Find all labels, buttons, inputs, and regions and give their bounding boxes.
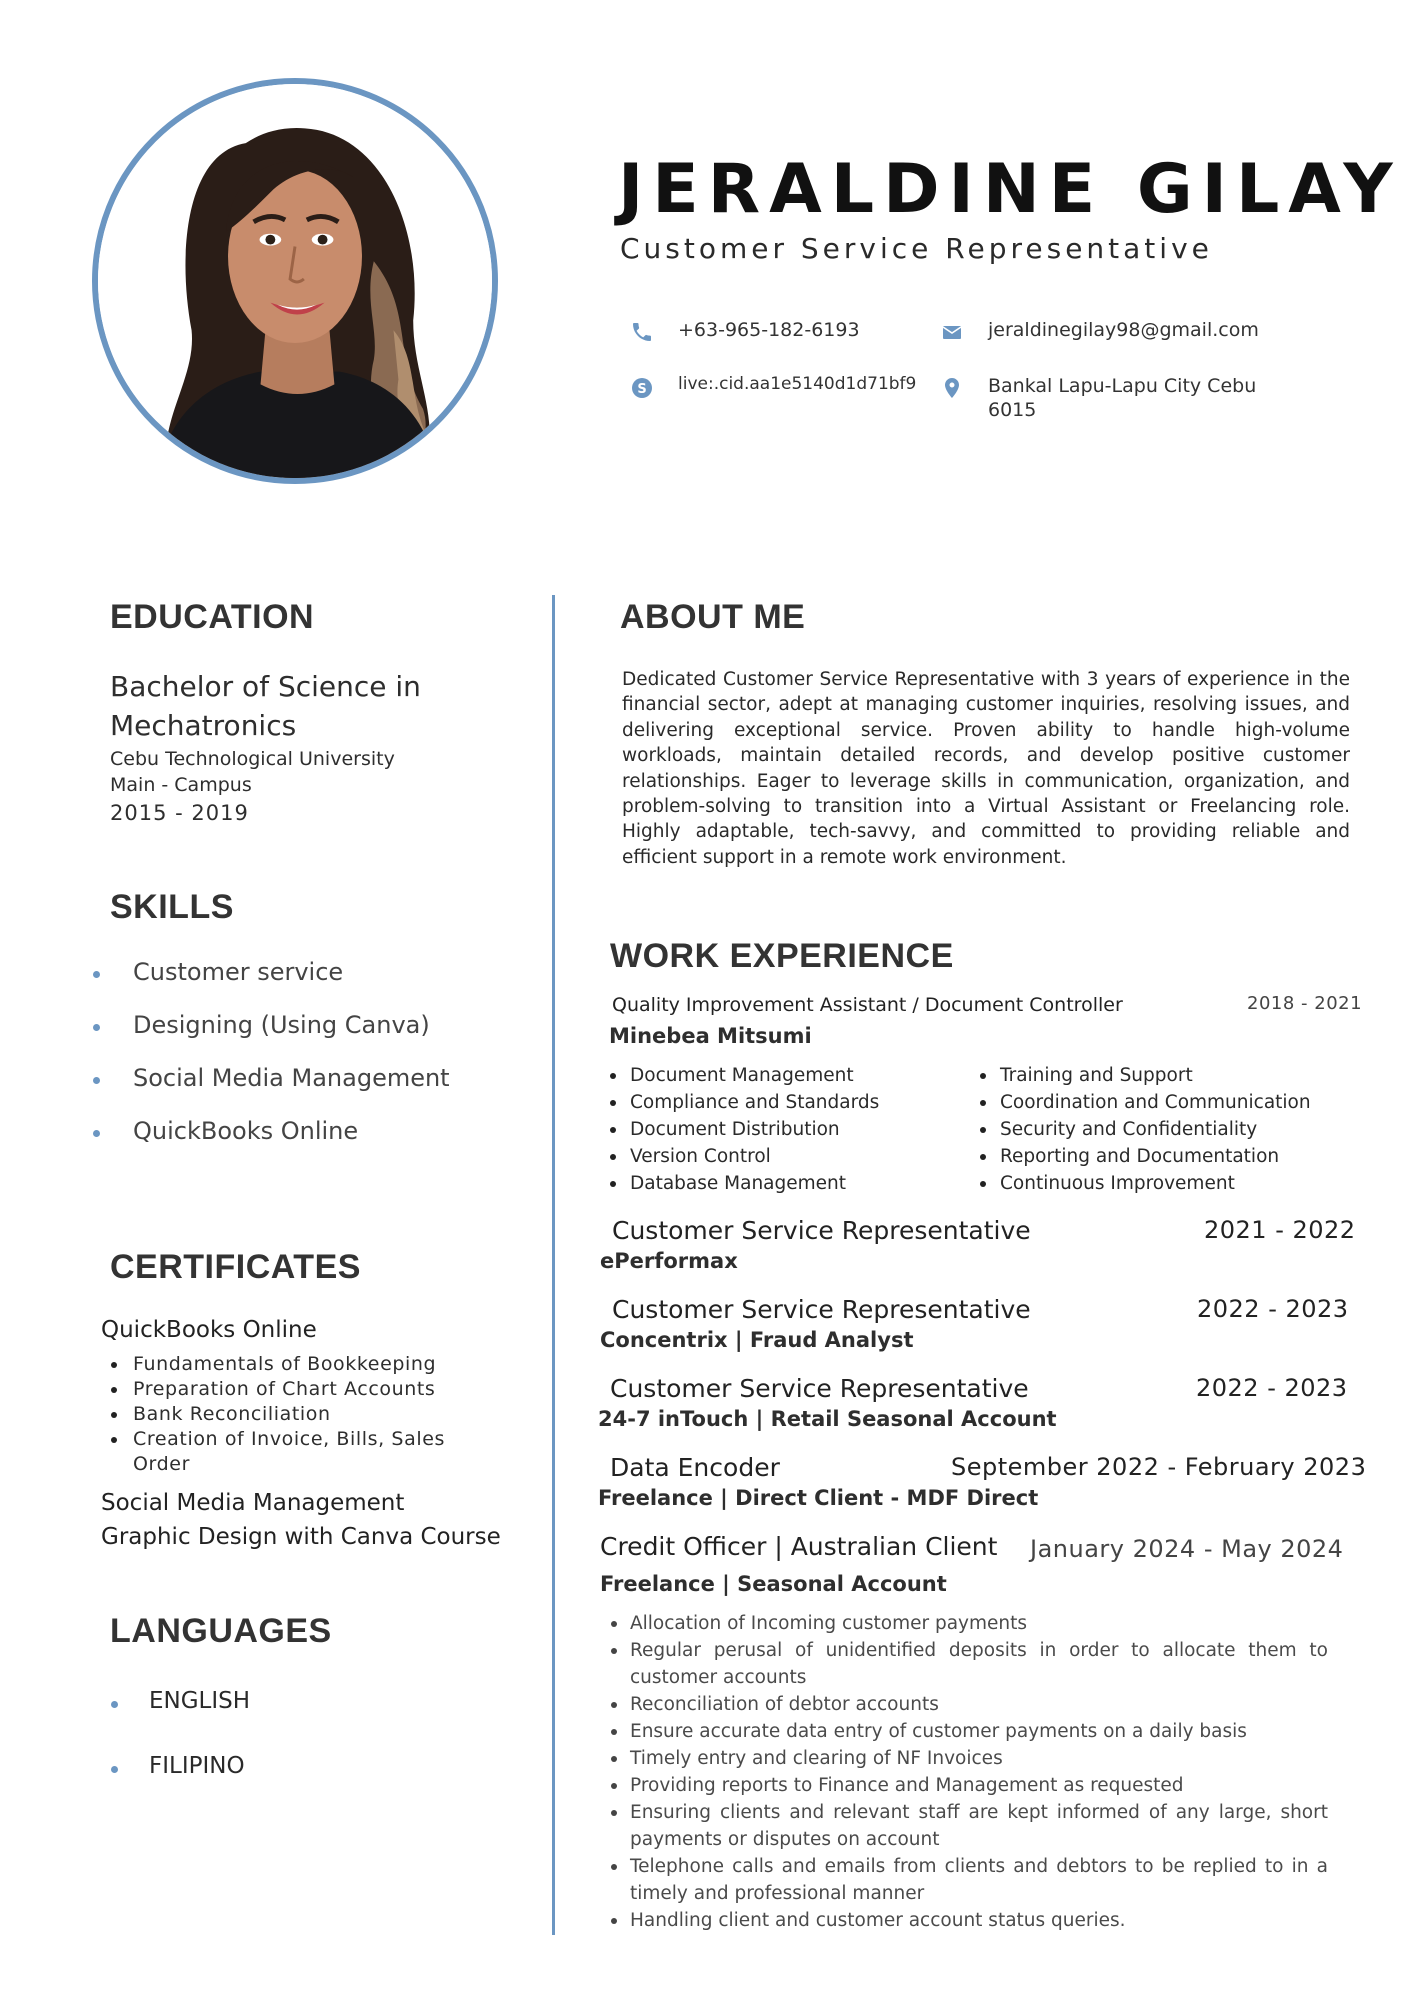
skills-list [93,958,450,1170]
duty-item: Continuous Improvement [978,1170,1358,1197]
certificate-item: Preparation of Chart Accounts [101,1377,461,1402]
skill-item: Social Media Management [93,1064,450,1117]
certificates-heading: CERTIFICATES [110,1248,361,1286]
column-divider [552,595,555,1935]
duty-item: Security and Confidentiality [978,1116,1358,1143]
work-heading: WORK EXPERIENCE [610,937,954,975]
duty-item: Reporting and Documentation [978,1143,1358,1170]
duty-item: Ensuring clients and relevant staff are kept informed of any large, short payments or disputes on account [605,1799,1328,1853]
duty-item: Document Management [608,1062,968,1089]
duty-item: Allocation of Incoming customer payments [605,1610,1328,1637]
certificate-item: Bank Reconciliation [101,1402,461,1427]
job-duties-right [978,1062,1358,1197]
job-company: Minebea Mitsumi [609,1024,812,1048]
certificate-item: Fundamentals of Bookkeeping [101,1352,461,1377]
education-school: Cebu Technological University [110,748,395,770]
duty-item: Coordination and Communication [978,1089,1358,1116]
about-heading: ABOUT ME [620,598,806,636]
skill-item: Customer service [93,958,450,1011]
job-duties-left [608,1062,968,1197]
job-role: Quality Improvement Assistant / Document Controller [612,994,1123,1016]
location-pin-icon [938,374,966,402]
duty-item: Timely entry and clearing of NF Invoices [605,1745,1328,1772]
contact-address [938,374,1278,423]
languages-list [111,1688,250,1818]
job-company: ePerformax [600,1249,738,1273]
job-years: 2021 - 2022 [1204,1216,1356,1244]
duty-item: Telephone calls and emails from clients and debtors to be replied to in a timely and professional manner [605,1853,1328,1907]
phone-icon [628,318,656,346]
education-heading: EDUCATION [110,598,315,636]
job-company: 24-7 inTouch | Retail Seasonal Account [598,1407,1057,1431]
job-role: Customer Service Representative [610,1374,1029,1403]
job-role: Credit Officer | Australian Client [600,1532,998,1561]
education-degree: Bachelor of Science in Mechatronics [110,670,421,742]
certificate-item: Creation of Invoice, Bills, Sales Order [101,1427,461,1477]
job-years: January 2024 - May 2024 [1030,1535,1344,1563]
contact-skype[interactable] [628,374,916,402]
education-years: 2015 - 2019 [110,801,249,825]
job-duties [605,1610,1328,1934]
duty-item: Document Distribution [608,1116,968,1143]
duty-item: Handling client and customer account status queries. [605,1907,1328,1934]
candidate-name: JERALDINE GILAY [618,150,1402,229]
job-role: Customer Service Representative [612,1295,1031,1324]
duty-item: Database Management [608,1170,968,1197]
phone-number: +63-965-182-6193 [678,319,860,341]
duty-item: Reconciliation of debtor accounts [605,1691,1328,1718]
job-company: Concentrix | Fraud Analyst [600,1328,914,1352]
certificate-extra: Graphic Design with Canva Course [101,1524,501,1550]
duty-item: Ensure accurate data entry of customer payments on a daily basis [605,1718,1328,1745]
profile-portrait-image [98,84,492,478]
skill-item: Designing (Using Canva) [93,1011,450,1064]
skill-item: QuickBooks Online [93,1117,450,1170]
skype-icon [628,374,656,402]
profile-photo [92,78,498,484]
job-title: Customer Service Representative [620,232,1213,265]
svg-text:S: S [637,382,647,397]
certificate-main: QuickBooks Online [101,1317,317,1343]
skills-heading: SKILLS [110,888,234,926]
job-years: 2022 - 2023 [1197,1295,1349,1323]
duty-item: Providing reports to Finance and Management as requested [605,1772,1328,1799]
certificate-extra: Social Media Management [101,1490,405,1516]
contact-email[interactable] [938,318,1259,346]
job-years: 2022 - 2023 [1196,1374,1348,1402]
duty-item: Training and Support [978,1062,1358,1089]
skype-id: live:.cid.aa1e5140d1d71bf9 [678,374,917,394]
certificate-list [101,1352,461,1477]
job-company: Freelance | Seasonal Account [600,1572,947,1596]
contact-phone[interactable] [628,318,860,346]
job-years: September 2022 - February 2023 [951,1453,1367,1481]
duty-item: Compliance and Standards [608,1089,968,1116]
duty-item: Regular perusal of unidentified deposits in order to allocate them to customer accounts [605,1637,1328,1691]
envelope-icon [938,318,966,346]
languages-heading: LANGUAGES [110,1612,332,1650]
language-item: ENGLISH [111,1688,250,1753]
education-campus: Main - Campus [110,774,252,796]
job-role: Data Encoder [610,1453,780,1482]
job-company: Freelance | Direct Client - MDF Direct [598,1486,1039,1510]
job-years: 2018 - 2021 [1247,993,1363,1014]
language-item: FILIPINO [111,1753,250,1818]
job-role: Customer Service Representative [612,1216,1031,1245]
address-text: Bankal Lapu-Lapu City Cebu 6015 [988,375,1257,422]
duty-item: Version Control [608,1143,968,1170]
about-text: Dedicated Customer Service Representative with 3 years of experience in the financial sector, adept at managing customer inquiries, resolving issues, and delivering exceptional service. Proven ability to handle high-volume workloads, maintain detailed records, and develop positive customer relationships. Eager to leverage skills in communication, organization, and problem-solving to transition into a Virtual Assistant or Freelancing role. Highly adaptable, tech-savvy, and committed to providing reliable and efficient support in a remote work environment. [622,669,1350,868]
email-address: jeraldinegilay98@gmail.com [988,319,1259,341]
